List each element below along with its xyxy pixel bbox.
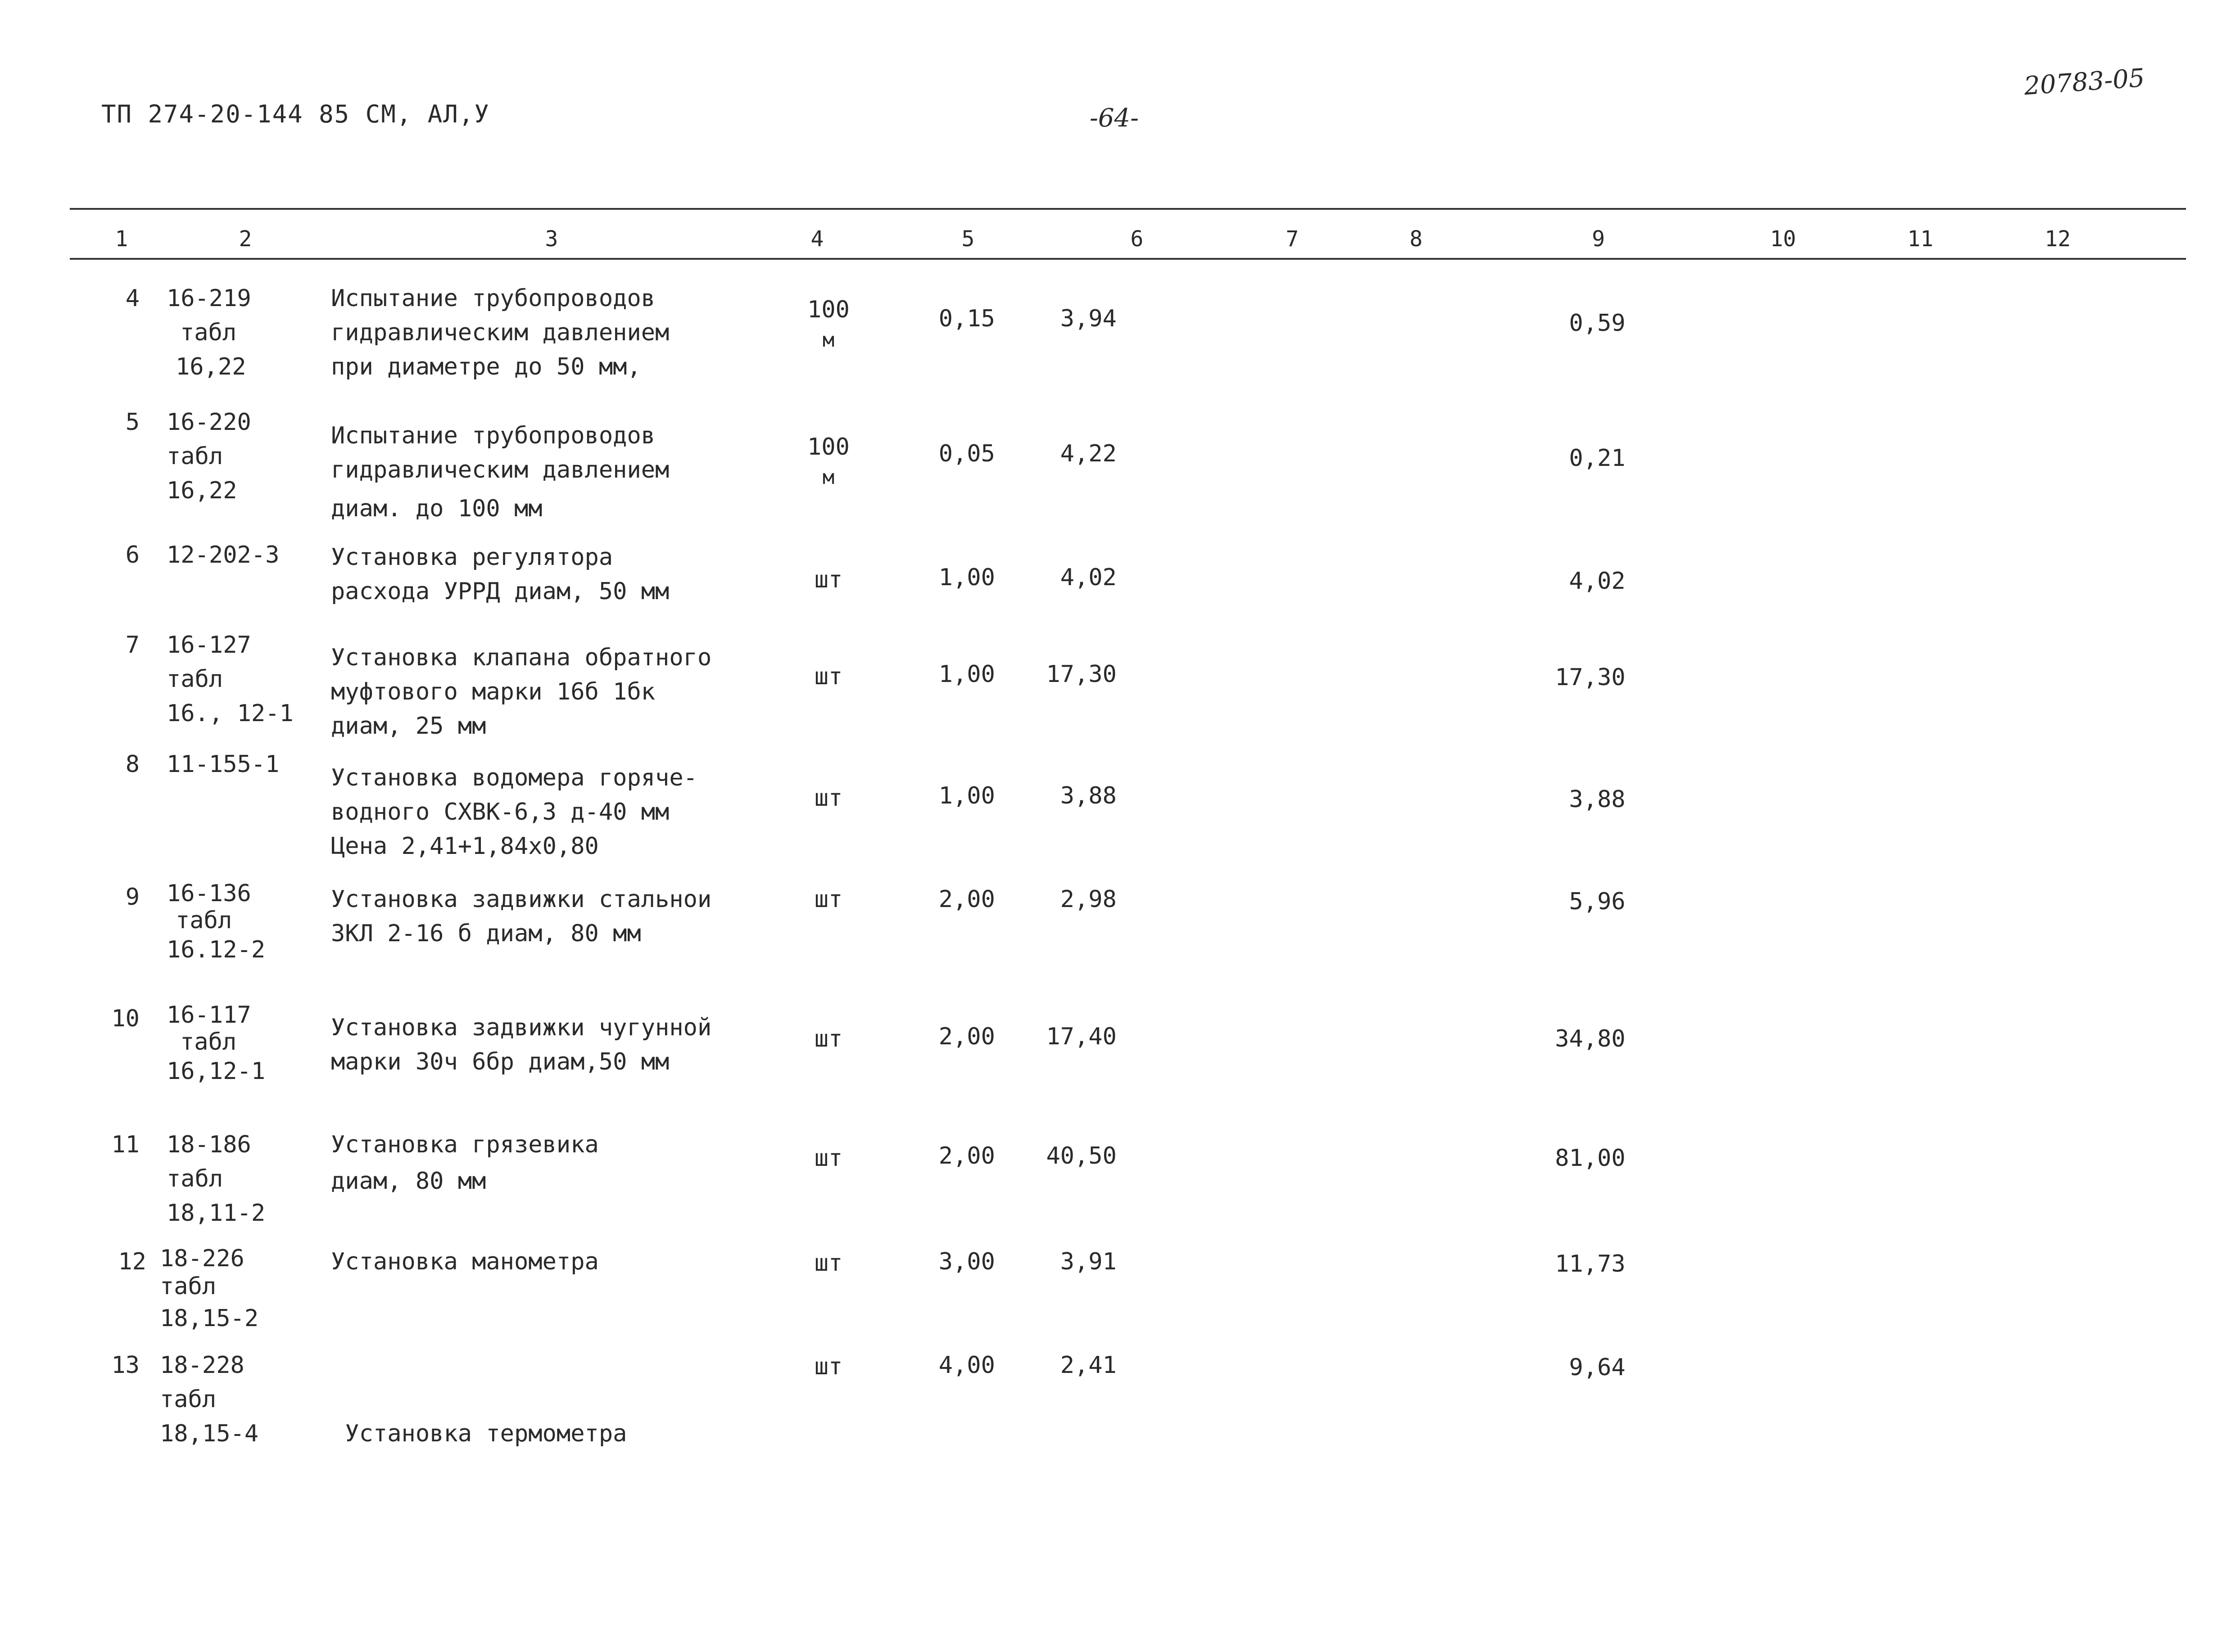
total-cost: 0,59	[1569, 310, 1625, 337]
total-cost: 9,64	[1569, 1354, 1625, 1381]
rate-code: 18-186 табл 18,11-2	[167, 1131, 266, 1227]
quantity: 1,00	[938, 661, 995, 688]
total-cost: 3,88	[1569, 786, 1625, 813]
total-cost: 0,21	[1569, 445, 1625, 472]
table-header-rule	[70, 258, 2186, 260]
column-header: 3	[545, 226, 558, 252]
rate-code: 12-202-3	[167, 542, 280, 569]
unit-price: 17,30	[1046, 661, 1117, 688]
quantity: 1,00	[938, 782, 995, 809]
unit: шт	[814, 566, 843, 593]
column-header: 8	[1409, 226, 1423, 252]
unit: 100 м	[807, 296, 850, 352]
row-number: 7	[125, 632, 140, 659]
quantity: 1,00	[938, 564, 995, 591]
unit-price: 2,41	[1060, 1352, 1117, 1379]
rate-code: 16-127 табл 16., 12-1	[167, 632, 294, 727]
column-header: 11	[1907, 226, 1933, 252]
rate-code: 18-226 табл 18,15-2	[160, 1245, 259, 1332]
work-description: Установка задвижки чугунной марки 30ч 6бр диам,50 мм	[331, 1014, 712, 1075]
unit: шт	[814, 1145, 843, 1172]
row-number: 13	[111, 1352, 140, 1379]
unit: шт	[814, 663, 843, 690]
column-header: 2	[239, 226, 252, 252]
total-cost: 11,73	[1555, 1250, 1625, 1277]
row-number: 10	[111, 1005, 140, 1032]
unit-price: 3,88	[1060, 782, 1117, 809]
row-number: 6	[125, 542, 140, 569]
unit-price: 3,94	[1060, 305, 1117, 332]
quantity: 2,00	[938, 1023, 995, 1050]
unit: шт	[814, 1025, 843, 1052]
column-header: 6	[1130, 226, 1144, 252]
rate-code: 18-228 табл 18,15-4	[160, 1352, 259, 1447]
work-description: Установка манометра	[331, 1248, 599, 1275]
unit-price: 4,22	[1060, 440, 1117, 467]
unit: 100 м	[807, 433, 850, 489]
column-header: 1	[115, 226, 128, 252]
unit-price: 2,98	[1060, 886, 1117, 913]
unit: шт	[814, 886, 843, 913]
rate-code: 16-220 табл 16,22	[167, 409, 251, 504]
unit: шт	[814, 785, 843, 812]
row-number: 9	[125, 884, 140, 911]
rate-code: 16-136 табл 16.12-2	[167, 880, 266, 963]
work-description: Установка клапана обратного муфтового марки 16б 1бк диам, 25 мм	[331, 644, 712, 740]
work-description: Установка грязевика диам, 80 мм	[331, 1131, 599, 1195]
document-code: ТП 274-20-144 85 СМ, АЛ,У	[101, 100, 490, 128]
page-number: -64-	[1090, 104, 1139, 133]
quantity: 2,00	[938, 1142, 995, 1169]
unit: шт	[814, 1250, 843, 1277]
column-header: 12	[2045, 226, 2071, 252]
unit-price: 17,40	[1046, 1023, 1117, 1050]
work-description: Установка водомера горяче- водного СХВК-6,3 д-40 мм Цена 2,41+1,84х0,80	[331, 764, 697, 860]
quantity: 2,00	[938, 886, 995, 913]
work-description: Испытание трубопроводов гидравлическим давлением диам. до 100 мм	[331, 422, 670, 522]
column-header: 9	[1592, 226, 1605, 252]
row-number: 12	[118, 1248, 146, 1275]
column-header: 10	[1770, 226, 1796, 252]
unit: шт	[814, 1353, 843, 1380]
rate-code: 16-219 табл 16,22	[167, 285, 251, 380]
rate-code: 16-117 табл 16,12-1	[167, 1002, 266, 1085]
table-top-rule	[70, 208, 2186, 210]
quantity: 0,05	[938, 440, 995, 467]
row-number: 8	[125, 751, 140, 778]
unit-price: 4,02	[1060, 564, 1117, 591]
archive-number: 20783-05	[2023, 63, 2146, 101]
work-description: Установка регулятора расхода УРРД диам, 50 мм	[331, 544, 670, 605]
total-cost: 81,00	[1555, 1145, 1625, 1172]
column-header: 5	[961, 226, 975, 252]
unit-price: 3,91	[1060, 1248, 1117, 1275]
total-cost: 17,30	[1555, 664, 1625, 691]
work-description: Установка задвижки стальнои ЗКЛ 2-16 б диам, 80 мм	[331, 886, 712, 947]
row-number: 11	[111, 1131, 140, 1158]
quantity: 0,15	[938, 305, 995, 332]
total-cost: 4,02	[1569, 568, 1625, 595]
total-cost: 5,96	[1569, 888, 1625, 915]
work-description: Установка термометра	[331, 1420, 627, 1447]
total-cost: 34,80	[1555, 1025, 1625, 1052]
row-number: 4	[125, 285, 140, 312]
quantity: 4,00	[938, 1352, 995, 1379]
work-description: Испытание трубопроводов гидравлическим давлением при диаметре до 50 мм,	[331, 285, 670, 380]
column-header: 4	[810, 226, 824, 252]
quantity: 3,00	[938, 1248, 995, 1275]
row-number: 5	[125, 409, 140, 436]
unit-price: 40,50	[1046, 1142, 1117, 1169]
rate-code: 11-155-1	[167, 751, 280, 778]
column-header: 7	[1285, 226, 1299, 252]
